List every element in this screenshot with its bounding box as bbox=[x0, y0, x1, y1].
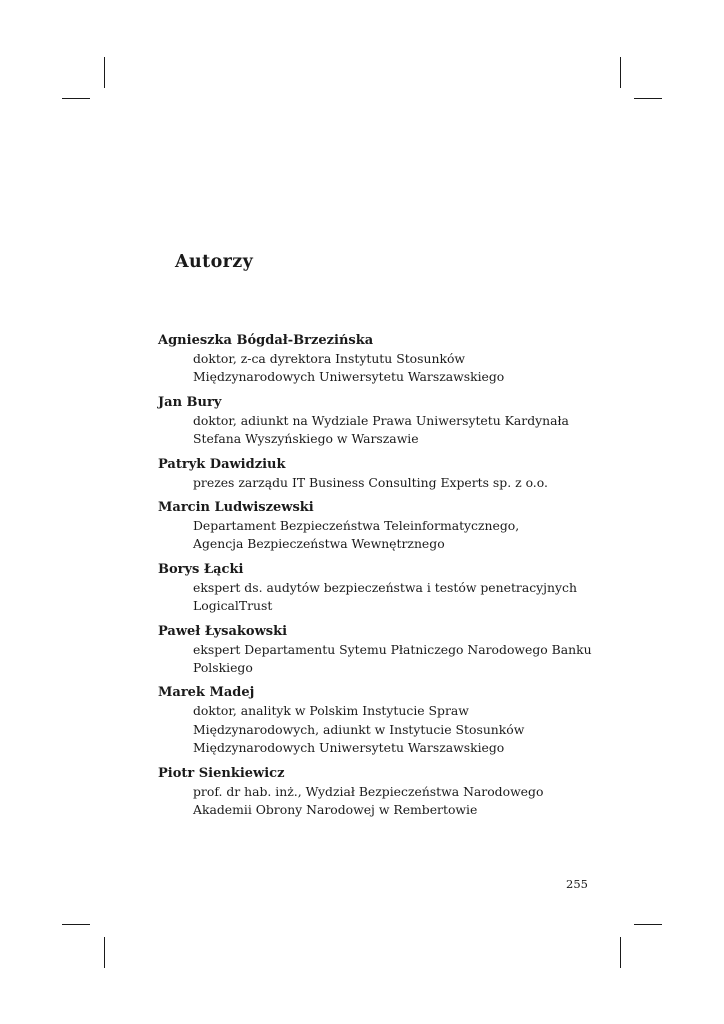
author-affiliation-line: ekspert ds. audytów bezpieczeństwa i testów penetracyjnych bbox=[193, 579, 577, 595]
author-affiliation-line: ekspert Departamentu Sytemu Płatniczego Narodowego Banku bbox=[193, 641, 592, 657]
author-name: Piotr Sienkiewicz bbox=[158, 765, 285, 781]
author-name: Paweł Łysakowski bbox=[158, 623, 288, 639]
author-affiliation-line: LogicalTrust bbox=[193, 598, 273, 614]
author-affiliation-line: Stefana Wyszyńskiego w Warszawie bbox=[193, 431, 419, 447]
crop-mark-top-left-horizontal bbox=[62, 98, 90, 99]
author-name: Borys Łącki bbox=[158, 561, 244, 577]
author-entry bbox=[158, 499, 598, 554]
crop-mark-top-right-horizontal bbox=[634, 98, 662, 99]
author-affiliation-line: Polskiego bbox=[193, 660, 253, 676]
author-affiliation-line: Departament Bezpieczeństwa Teleinformatycznego, bbox=[193, 518, 520, 534]
crop-mark-top-left-vertical bbox=[104, 57, 105, 88]
author-entry bbox=[158, 561, 598, 616]
author-entry bbox=[158, 623, 598, 678]
page-number: 255 bbox=[566, 877, 588, 891]
author-affiliation-line: prezes zarządu IT Business Consulting Experts sp. z o.o. bbox=[193, 474, 548, 490]
author-affiliation-line: Międzynarodowych, adiunkt w Instytucie Stosunków bbox=[193, 721, 525, 737]
author-affiliation-line: Agencja Bezpieczeństwa Wewnętrznego bbox=[193, 536, 445, 552]
author-entry bbox=[158, 765, 598, 820]
crop-mark-bottom-left-horizontal bbox=[62, 924, 90, 925]
author-affiliation-line: doktor, z-ca dyrektora Instytutu Stosunków bbox=[193, 351, 466, 366]
author-entry bbox=[158, 394, 598, 449]
author-name: Marek Madej bbox=[158, 685, 255, 701]
author-affiliation-line: doktor, analityk w Polskim Instytucie Spraw bbox=[193, 703, 469, 719]
author-entry bbox=[158, 456, 598, 492]
author-name: Jan Bury bbox=[158, 394, 222, 410]
crop-mark-top-right-vertical bbox=[620, 57, 621, 88]
crop-mark-bottom-left-vertical bbox=[104, 937, 105, 968]
author-affiliation-line: Międzynarodowych Uniwersytetu Warszawskiego bbox=[193, 740, 505, 756]
crop-mark-bottom-right-vertical bbox=[620, 937, 621, 968]
author-entry bbox=[158, 332, 598, 387]
author-name: Agnieszka Bógdał-Brzezińska bbox=[158, 333, 374, 348]
authors-list bbox=[158, 332, 598, 827]
crop-mark-bottom-right-horizontal bbox=[634, 924, 662, 925]
section-title: Autorzy bbox=[175, 252, 254, 272]
author-affiliation-line: doktor, adiunkt na Wydziale Prawa Uniwersytetu Kardynała bbox=[193, 412, 569, 428]
author-affiliation-line: prof. dr hab. inż., Wydział Bezpieczeństwa Narodowego bbox=[193, 783, 544, 799]
author-affiliation-line: Międzynarodowych Uniwersytetu Warszawskiego bbox=[193, 369, 505, 385]
author-name: Marcin Ludwiszewski bbox=[158, 500, 314, 516]
author-entry bbox=[158, 684, 598, 757]
author-affiliation-line: Akademii Obrony Narodowej w Rembertowie bbox=[193, 802, 478, 818]
author-name: Patryk Dawidziuk bbox=[158, 456, 286, 472]
